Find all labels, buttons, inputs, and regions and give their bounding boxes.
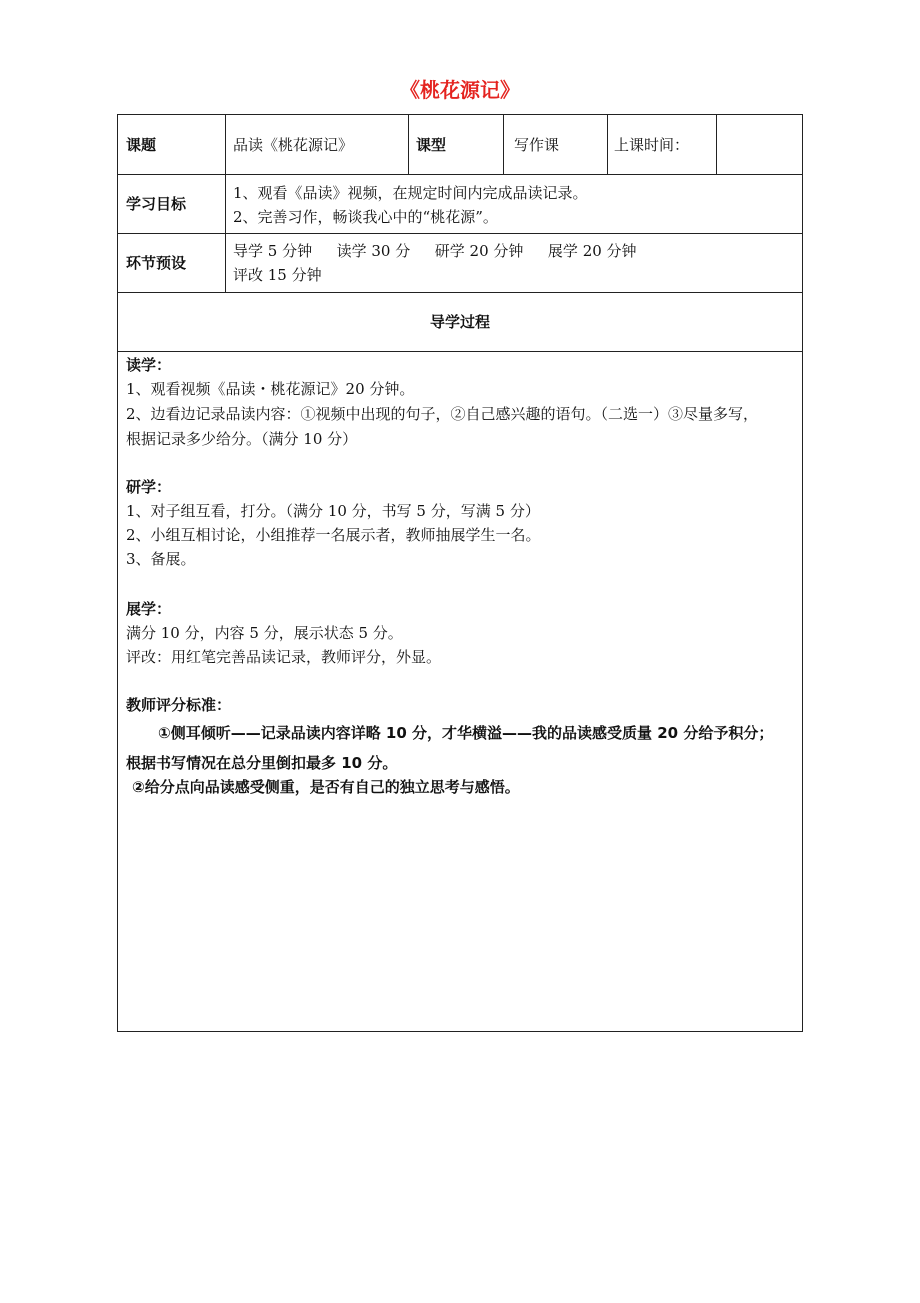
- column-divider: [408, 115, 409, 174]
- read-line: 根据记录多少给分。（满分 10 分）: [126, 430, 358, 448]
- learning-goal-line: 1、观看《品读》视频，在规定时间内完成品读记录。: [233, 184, 588, 202]
- column-divider: [716, 115, 717, 174]
- label-learning-goals: 学习目标: [126, 195, 187, 213]
- label-class-time: 上课时间：: [614, 136, 690, 154]
- document-title: 《桃花源记》: [400, 78, 520, 102]
- session-plan-line: 评改 15 分钟: [233, 266, 322, 284]
- session-plan-line: 导学 5 分钟 读学 30 分 研学 20 分钟 展学 20 分钟: [233, 242, 637, 260]
- lesson-plan-table: [117, 114, 803, 1032]
- process-header: 导学过程: [429, 313, 490, 331]
- read-line: 1、观看视频《品读・桃花源记》20 分钟。: [126, 380, 415, 398]
- show-heading: 展学：: [126, 600, 172, 618]
- row-divider: [118, 174, 802, 175]
- topic-value: 品读《桃花源记》: [233, 136, 354, 154]
- research-line: 2、小组互相讨论，小组推荐一名展示者，教师抽展学生一名。: [126, 526, 541, 544]
- label-topic: 课题: [126, 136, 157, 154]
- research-line: 1、对子组互看，打分。（满分 10 分，书写 5 分，写满 5 分）: [126, 502, 540, 520]
- row-divider: [118, 292, 802, 293]
- research-line: 3、备展。: [126, 550, 196, 568]
- read-heading: 读学：: [126, 356, 172, 374]
- criteria-heading: 教师评分标准：: [126, 696, 232, 714]
- label-type: 课型: [416, 136, 447, 154]
- research-heading: 研学：: [126, 478, 172, 496]
- row-divider: [118, 351, 802, 352]
- criteria-line: ①侧耳倾听——记录品读内容详略 10 分，才华横溢——我的品读感受质量 20 分给予积分；: [158, 724, 774, 742]
- learning-goal-line: 2、完善习作，畅谈我心中的“桃花源”。: [233, 208, 498, 226]
- read-line: 2、边看边记录品读内容：①视频中出现的句子，②自己感兴趣的语句。（二选一）③尽量多写，: [126, 405, 759, 423]
- show-line: 满分 10 分，内容 5 分，展示状态 5 分。: [126, 624, 403, 642]
- show-line: 评改：用红笔完善品读记录，教师评分，外显。: [126, 648, 442, 666]
- row-divider: [118, 233, 802, 234]
- criteria-line: 根据书写情况在总分里倒扣最多 10 分。: [126, 754, 398, 772]
- criteria-line: ②给分点向品读感受侧重，是否有自己的独立思考与感悟。: [132, 778, 520, 796]
- column-divider: [607, 115, 608, 174]
- column-divider: [225, 115, 226, 292]
- type-value: 写作课: [514, 136, 560, 154]
- label-session-plan: 环节预设: [126, 254, 187, 272]
- column-divider: [503, 115, 504, 174]
